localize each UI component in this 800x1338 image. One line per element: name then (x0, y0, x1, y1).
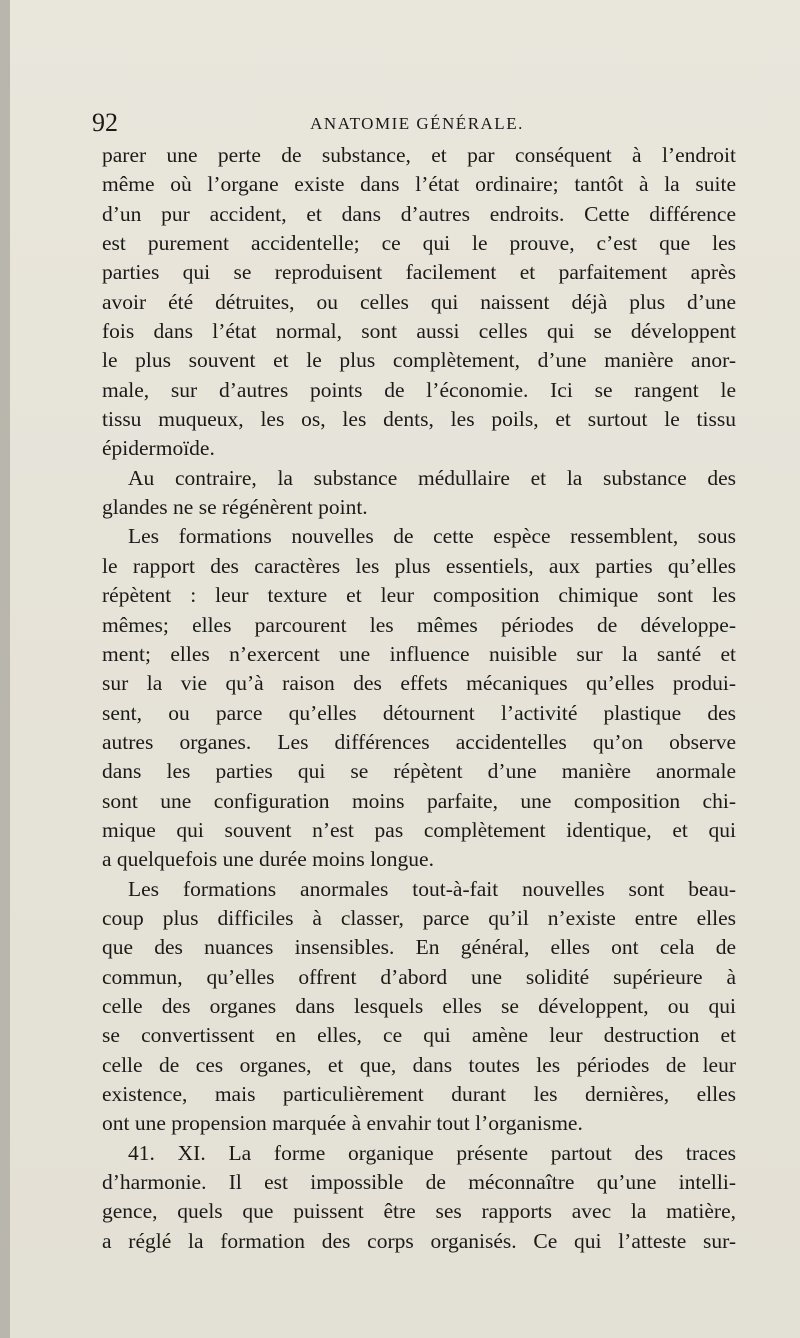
text-line: a quelquefois une durée moins longue. (102, 847, 434, 872)
text-line: coup plus difficiles à classer, parce qu’il n’existe entre elles (102, 905, 736, 930)
text-line: mique qui souvent n’est pas complètement identique, et qui (102, 817, 736, 842)
text-line: avoir été détruites, ou celles qui naissent déjà plus d’une (102, 289, 736, 314)
text-line: d’un pur accident, et dans d’autres endroits. Cette différence (102, 201, 736, 226)
text-line: male, sur d’autres points de l’économie. Ici se rangent le (102, 377, 736, 402)
paragraph-start-line: Les formations anormales tout-à-fait nouvelles sont beau- (128, 876, 736, 901)
text-line: tissu muqueux, les os, les dents, les poils, et surtout le tissu (102, 407, 736, 432)
text-line: que des nuances insensibles. En général, elles ont cela de (102, 935, 736, 960)
paragraph-start-line: Les formations nouvelles de cette espèce ressemblent, sous (128, 524, 736, 549)
text-line: a réglé la formation des corps organisés. Ce qui l’atteste sur- (102, 1228, 736, 1253)
text-line: est purement accidentelle; ce qui le prouve, c’est que les (102, 231, 736, 256)
text-line: ont une propension marquée à envahir tout l’organisme. (102, 1111, 583, 1136)
text-line: le rapport des caractères les plus essentiels, aux parties qu’elles (102, 553, 736, 578)
text-line: gence, quels que puissent être ses rapports avec la matière, (102, 1199, 736, 1224)
paragraph-start-line: Au contraire, la substance médullaire et la substance des (128, 465, 736, 490)
text-line: répètent : leur texture et leur composition chimique sont les (102, 583, 736, 608)
text-line: d’harmonie. Il est impossible de méconnaître qu’une intelli- (102, 1170, 736, 1195)
text-line: parties qui se reproduisent facilement et parfaitement après (102, 260, 736, 285)
text-line: celle de ces organes, et que, dans toutes les périodes de leur (102, 1052, 736, 1077)
text-line: épidermoïde. (102, 436, 215, 461)
text-line: mêmes; elles parcourent les mêmes périodes de développe- (102, 612, 736, 637)
running-title: ANATOMIE GÉNÉRALE. (310, 114, 524, 133)
text-line: parer une perte de substance, et par conséquent à l’endroit (102, 143, 736, 167)
text-line: ment; elles n’exercent une influence nuisible sur la santé et (102, 641, 736, 666)
text-line: sont une configuration moins parfaite, une composition chi- (102, 788, 736, 813)
text-line: celle des organes dans lesquels elles se développent, ou qui (102, 993, 736, 1018)
text-line: glandes ne se régénèrent point. (102, 495, 368, 520)
page-header (92, 108, 742, 138)
page-number: 92 (92, 108, 118, 137)
body-text (102, 141, 736, 1256)
text-line: commun, qu’elles offrent d’abord une solidité supérieure à (102, 964, 736, 989)
text-line: dans les parties qui se répètent d’une manière anormale (102, 759, 736, 784)
paragraph-start-line: 41. XI. La forme organique présente partout des traces (128, 1140, 736, 1165)
text-line: sent, ou parce qu’elles détournent l’activité plastique des (102, 700, 736, 725)
text-line: se convertissent en elles, ce qui amène leur destruction et (102, 1023, 736, 1048)
text-line: existence, mais particulièrement durant les dernières, elles (102, 1082, 736, 1106)
text-line: même où l’organe existe dans l’état ordinaire; tantôt à la suite (102, 172, 736, 197)
text-line: le plus souvent et le plus complètement, d’une manière anor- (102, 348, 736, 373)
text-line: autres organes. Les différences accidentelles qu’on observe (102, 729, 736, 754)
text-line: sur la vie qu’à raison des effets mécaniques qu’elles produi- (102, 671, 736, 696)
text-line: fois dans l’état normal, sont aussi celles qui se développent (102, 319, 736, 344)
